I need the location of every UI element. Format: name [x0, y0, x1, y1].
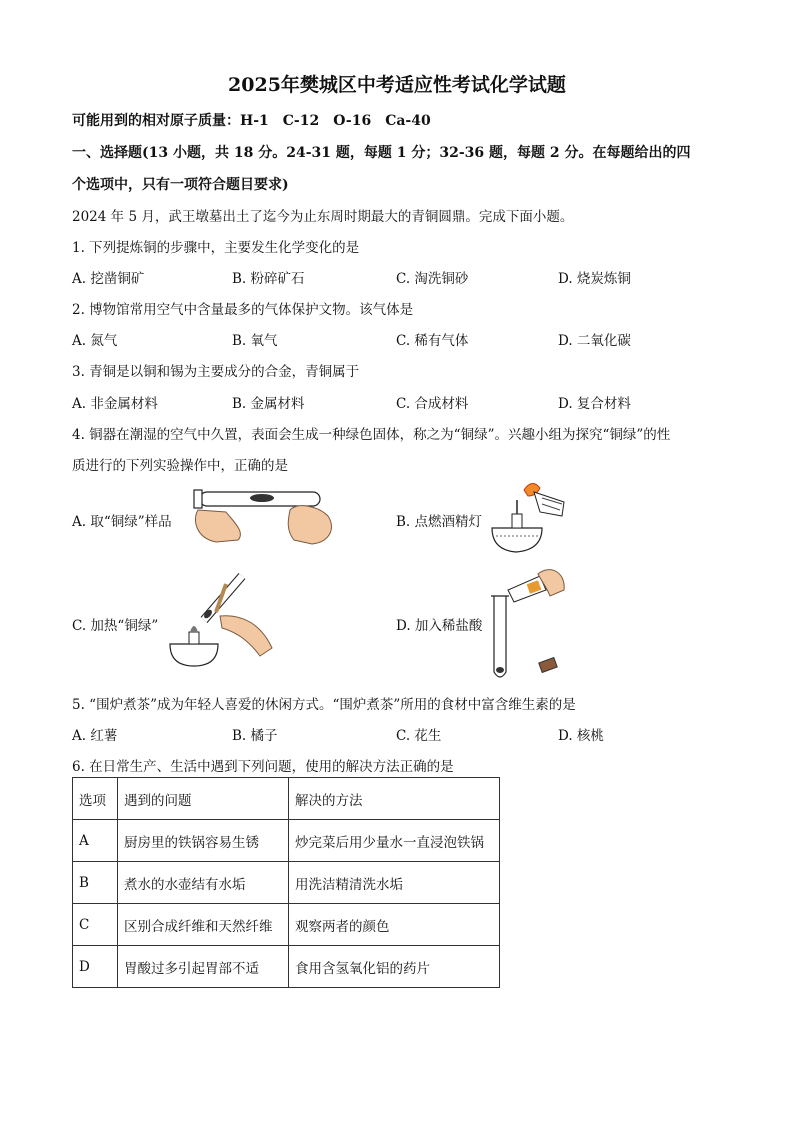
table-cell: 胃酸过多引起胃部不适	[118, 946, 289, 988]
q6-table	[72, 777, 500, 988]
q5-option-a[interactable]: A. 红薯	[72, 728, 118, 744]
q3-option-b[interactable]: B. 金属材料	[232, 396, 305, 412]
q3-options	[72, 392, 732, 412]
table-cell: D	[73, 946, 118, 988]
table-cell: 观察两者的颜色	[289, 904, 500, 946]
table-header: 遇到的问题	[118, 778, 289, 820]
table-cell: 区别合成纤维和天然纤维	[118, 904, 289, 946]
table-cell: 食用含氢氧化铝的药片	[289, 946, 500, 988]
q2-option-c[interactable]: C. 稀有气体	[396, 333, 469, 349]
section-heading: 一、选择题(13 小题，共 18 分。24-31 题，每题 1 分；32-36 题，每题 2 分。在每题给出的四	[72, 145, 691, 161]
table-row	[73, 862, 500, 904]
q1-option-d[interactable]: D. 烧炭炼铜	[558, 271, 631, 287]
heating-figure	[160, 570, 280, 670]
q1-option-b[interactable]: B. 粉碎矿石	[232, 271, 305, 287]
table-row	[73, 946, 500, 988]
q2-options	[72, 329, 732, 349]
test-tube-sample-figure	[190, 480, 340, 550]
atomic-mass-line: 可能用到的相对原子质量：H-1 C-12 O-16 Ca-40	[72, 113, 431, 129]
q3-option-d[interactable]: D. 复合材料	[558, 396, 631, 412]
q1-option-c[interactable]: C. 淘洗铜砂	[396, 271, 469, 287]
table-cell: 用洗洁精清洗水垢	[289, 862, 500, 904]
table-header: 选项	[73, 778, 118, 820]
q4-option-a[interactable]: A. 取“铜绿”样品	[72, 514, 172, 530]
q4-option-d[interactable]: D. 加入稀盐酸	[396, 618, 483, 634]
q5-stem: 5. “围炉煮茶”成为年轻人喜爱的休闲方式。“围炉煮茶”所用的食材中富含维生素的是	[72, 697, 576, 713]
q3-stem: 3. 青铜是以铜和锡为主要成分的合金，青铜属于	[72, 364, 360, 380]
q4-option-b[interactable]: B. 点燃酒精灯	[396, 514, 483, 530]
section-heading-cont: 个选项中，只有一项符合题目要求)	[72, 177, 289, 193]
table-cell: 厨房里的铁锅容易生锈	[118, 820, 289, 862]
q1-options	[72, 267, 732, 287]
table-cell: 炒完菜后用少量水一直浸泡铁锅	[289, 820, 500, 862]
table-cell: 煮水的水壶结有水垢	[118, 862, 289, 904]
q1-option-a[interactable]: A. 挖凿铜矿	[72, 271, 145, 287]
table-row	[73, 904, 500, 946]
q2-option-d[interactable]: D. 二氧化碳	[558, 333, 631, 349]
context-line: 2024 年 5 月，武王墩墓出土了迄今为止东周时期最大的青铜圆鼎。完成下面小题。	[72, 209, 574, 225]
q2-option-a[interactable]: A. 氮气	[72, 333, 118, 349]
table-header: 解决的方法	[289, 778, 500, 820]
table-cell: A	[73, 820, 118, 862]
q5-option-b[interactable]: B. 橘子	[232, 728, 278, 744]
q1-stem: 1. 下列提炼铜的步骤中，主要发生化学变化的是	[72, 240, 360, 256]
alcohol-lamp-figure	[484, 478, 570, 556]
q4-option-c[interactable]: C. 加热“铜绿”	[72, 618, 159, 634]
q4-stem: 4. 铜器在潮湿的空气中久置，表面会生成一种绿色固体，称之为“铜绿”。兴趣小组为探究“铜绿”的性	[72, 427, 671, 443]
adding-acid-figure	[480, 566, 570, 686]
q2-stem: 2. 博物馆常用空气中含量最多的气体保护文物。该气体是	[72, 302, 414, 318]
table-header-row	[73, 778, 500, 820]
q5-option-c[interactable]: C. 花生	[396, 728, 442, 744]
q5-options	[72, 724, 732, 744]
table-cell: B	[73, 862, 118, 904]
q5-option-d[interactable]: D. 核桃	[558, 728, 604, 744]
page-title: 2025年樊城区中考适应性考试化学试题	[228, 74, 566, 96]
q6-stem: 6. 在日常生产、生活中遇到下列问题，使用的解决方法正确的是	[72, 759, 454, 775]
q3-option-c[interactable]: C. 合成材料	[396, 396, 469, 412]
table-row	[73, 820, 500, 862]
q3-option-a[interactable]: A. 非金属材料	[72, 396, 158, 412]
table-cell: C	[73, 904, 118, 946]
q2-option-b[interactable]: B. 氧气	[232, 333, 278, 349]
q4-stem-cont: 质进行的下列实验操作中，正确的是	[72, 458, 288, 474]
